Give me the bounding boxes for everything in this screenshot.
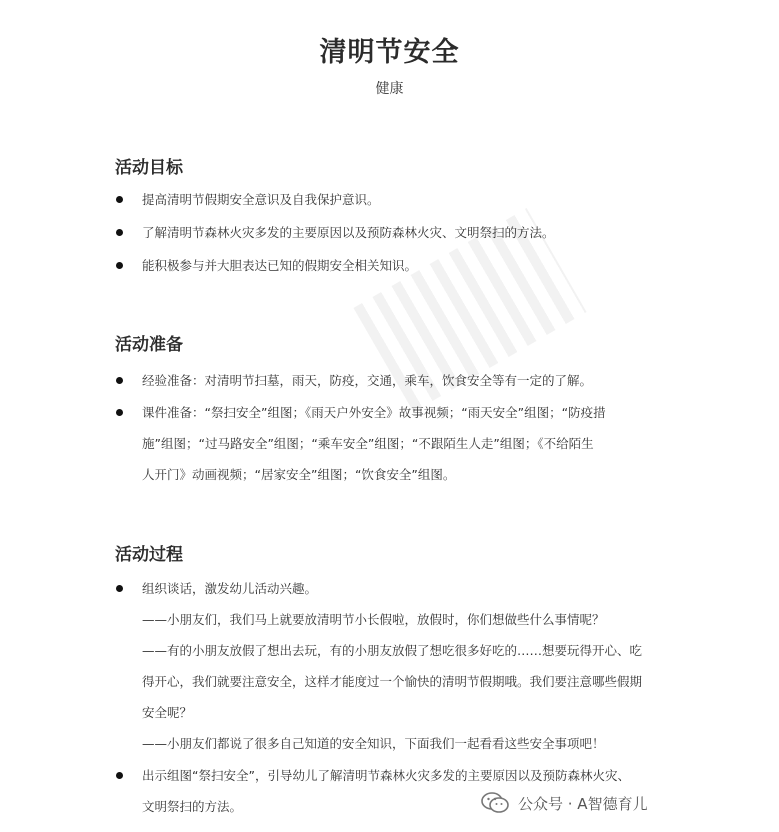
wechat-icon bbox=[480, 791, 510, 815]
section-heading-goals: 活动目标 bbox=[115, 158, 183, 178]
bullet bbox=[116, 772, 123, 779]
bullet bbox=[116, 229, 123, 236]
list-item-line: ——小朋友们，我们马上就要放清明节小长假啦，放假时，你们想做些什么事情呢？ bbox=[142, 612, 605, 627]
page-subtitle: 健康 bbox=[375, 81, 404, 97]
list-item: 经验准备：对清明节扫墓，雨天，防疫，交通，乘车，饮食安全等有一定的了解。 bbox=[142, 373, 593, 388]
list-item-line: 文明祭扫的方法。 bbox=[142, 799, 243, 814]
bullet bbox=[116, 196, 123, 203]
bullet bbox=[116, 409, 123, 416]
list-item-line: 得开心，我们就要注意安全，这样才能度过一个愉快的清明节假期哦。我们要注意哪些假期 bbox=[142, 674, 643, 689]
list-item-line: 施”组图；“过马路安全”组图；“乘车安全”组图；“不跟陌生人走”组图；《不给陌生 bbox=[142, 436, 594, 451]
bullet bbox=[116, 377, 123, 384]
list-item-line: 出示组图“祭扫安全”，引导幼儿了解清明节森林火灾多发的主要原因以及预防森林火灾、 bbox=[142, 768, 630, 783]
list-item: 能积极参与并大胆表达已知的假期安全相关知识。 bbox=[142, 258, 418, 273]
list-item: 提高清明节假期安全意识及自我保护意识。 bbox=[142, 192, 380, 207]
list-item-line: ——有的小朋友放假了想出去玩，有的小朋友放假了想吃很多好吃的……想要玩得开心、吃 bbox=[142, 643, 643, 658]
list-item-line: ——小朋友们都说了很多自己知道的安全知识，下面我们一起看看这些安全事项吧！ bbox=[142, 736, 605, 751]
list-item-line: 人开门》动画视频；“居家安全”组图；“饮食安全”组图。 bbox=[142, 467, 456, 482]
list-item-line: 组织谈话，激发幼儿活动兴趣。 bbox=[142, 581, 318, 596]
section-heading-preparation: 活动准备 bbox=[115, 335, 183, 355]
list-item-line: 课件准备：“祭扫安全”组图；《雨天户外安全》故事视频；“雨天安全”组图；“防疫措 bbox=[142, 405, 606, 420]
section-heading-process: 活动过程 bbox=[115, 545, 183, 565]
page-title: 清明节安全 bbox=[319, 37, 460, 68]
bullet bbox=[116, 585, 123, 592]
watermark-label: 公众号 · A智德育儿 bbox=[518, 794, 648, 813]
account-watermark bbox=[480, 785, 648, 821]
list-item: 了解清明节森林火灾多发的主要原因以及预防森林火灾、文明祭扫的方法。 bbox=[142, 225, 555, 240]
bullet bbox=[116, 262, 123, 269]
list-item-line: 安全呢？ bbox=[142, 705, 193, 720]
